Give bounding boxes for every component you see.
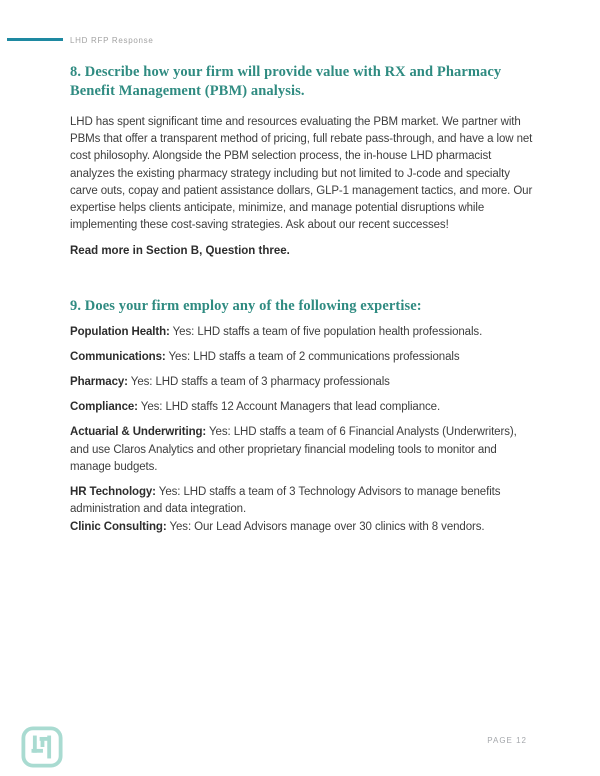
expertise-item-label: Clinic Consulting: — [70, 521, 167, 534]
expertise-item-label: Pharmacy: — [70, 376, 128, 389]
header-rule-divider — [7, 38, 63, 41]
expertise-item-text: Yes: LHD staffs a team of 3 Technology Advisors to manage benefits administration and data integration. — [70, 486, 501, 516]
read-more-note: Read more in Section B, Question three. — [70, 245, 290, 258]
section-8-paragraph: LHD has spent significant time and resources evaluating the PBM market. We partner with PBMs that offer a transparent method of pricing, full rebate pass-through, and have a low net cost philosophy. Alongside the PBM selection process, the in-house LHD pharmacist analyzes the existing pharmacy strategy including but not limited to J-code and specialty carve outs, copay and patient assistance dollars, GLP-1 management tactics, and more. Our expertise helps clients anticipate, minimize, and manage potential disruptions while implementing these cost-saving strategies. Ask about our recent successes! — [70, 116, 533, 232]
expertise-item-text: Yes: LHD staffs a team of five population health professionals. — [169, 325, 483, 338]
expertise-item-hr-technology — [70, 484, 534, 518]
expertise-item-text: Yes: LHD staffs a team of 3 pharmacy professionals — [127, 376, 390, 389]
page-number-label: PAGE 12 — [487, 736, 527, 745]
expertise-item-clinic-consulting — [70, 519, 534, 536]
expertise-item-label: Compliance: — [70, 401, 138, 414]
expertise-item-label: HR Technology: — [70, 486, 156, 499]
expertise-item-communications — [70, 349, 534, 366]
section-8-heading: 8. Describe how your firm will provide value with RX and Pharmacy Benefit Management (PBM) analysis. — [70, 64, 502, 99]
expertise-item-actuarial-underwriting — [70, 424, 534, 476]
expertise-item-text: Yes: LHD staffs a team of 2 communications professionals — [165, 350, 460, 363]
page-content — [70, 63, 534, 537]
document-title: LHD RFP Response — [70, 36, 154, 45]
expertise-item-label: Actuarial & Underwriting: — [70, 426, 207, 439]
section-9-heading: 9. Does your firm employ any of the following expertise: — [70, 297, 422, 314]
expertise-item-label: Communications: — [70, 350, 166, 363]
expertise-item-text: Yes: Our Lead Advisors manage over 30 clinics with 8 vendors. — [166, 521, 485, 534]
expertise-item-text: Yes: LHD staffs 12 Account Managers that lead compliance. — [137, 401, 441, 414]
expertise-item-compliance — [70, 399, 534, 416]
expertise-item-pharmacy — [70, 374, 534, 391]
lhd-logo-icon — [21, 726, 63, 768]
expertise-item-label: Population Health: — [70, 325, 170, 338]
expertise-item-population-health — [70, 324, 534, 341]
expertise-item-text: Yes: LHD staffs a team of 6 Financial Analysts (Underwriters), and use Claros Analytics and other proprietary financial modeling tools to monitor and manage budgets. — [70, 426, 517, 473]
